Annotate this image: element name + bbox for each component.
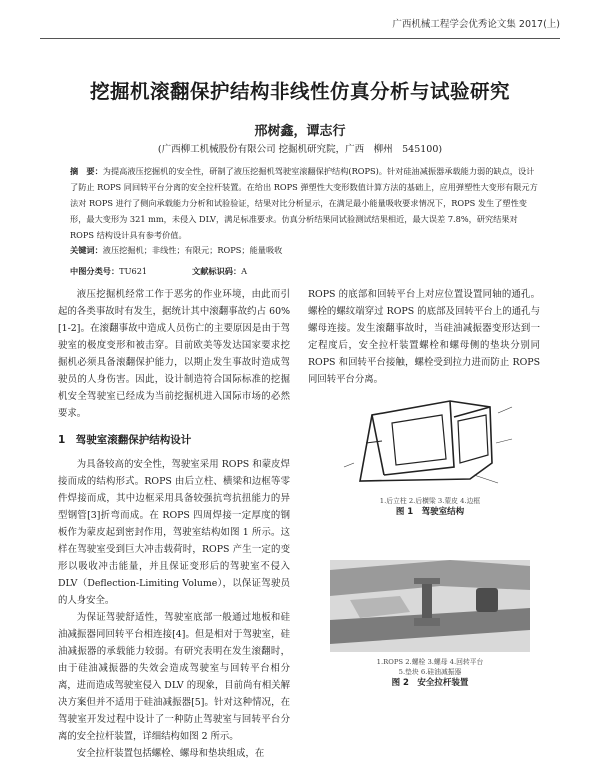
figure-1 <box>330 393 530 518</box>
affiliation: (广西柳工机械股份有限公司 挖掘机研究院，广西 柳州 545100) <box>157 144 443 155</box>
keywords-text: 液压挖掘机；非线性；有限元；ROPS；能量吸收 <box>102 245 283 255</box>
authors: 邢树鑫，谭志行 <box>254 124 346 139</box>
body-paragraph: 安全拉杆装置包括螺栓、螺母和垫块组成，在 <box>76 748 265 759</box>
left-column <box>58 286 290 762</box>
paper-title: 挖掘机滚翻保护结构非线性仿真分析与试验研究 <box>89 80 510 103</box>
cab-structure-illustration <box>330 393 530 491</box>
figure-2-caption: 图 2 安全拉杆装置 <box>391 678 469 688</box>
abstract-text: 为提高液压挖掘机的安全性，研制了液压挖掘机驾驶室滚翻保护结构(ROPS)。针对硅油减振器承载能力弱的缺点，设计了防止 ROPS 同回转平台分离的安全拉杆装置。在给出 ROPS 弹塑性大变形数值计算方法的基础上，应用弹塑性大变形有限元方法对 ROPS 进行了侧向承载能力分析和试验验证，结果对比分析显示，在满足最小能量吸收要求情况下，ROPS 发生了塑性变形，最大变形为 321 mm，未侵入 DLV，满足标准要求。仿真分析结果同试验测试结果相近，最大误差 7.8%，研究结果对 ROPS 结构设计具有参考价值。 <box>70 166 538 240</box>
doc-code-label: 文献标识码： <box>192 266 242 276</box>
figure-1-caption: 图 1 驾驶室结构 <box>395 507 465 517</box>
figure-2-legend: 5.垫块 6.硅油减振器 <box>398 668 462 676</box>
clc-value: TU621 <box>119 266 148 276</box>
figure-2 <box>330 560 530 688</box>
abstract-label: 摘 要： <box>70 166 103 176</box>
figure-2-legend: 1.ROPS 2.螺栓 3.螺母 4.回转平台 <box>376 658 484 666</box>
figure-1-legend: 1.后立柱 2.后横梁 3.蒙皮 4.边框 <box>379 497 481 505</box>
header-rule <box>40 38 560 39</box>
body-paragraph: 为具备较高的安全性，驾驶室采用 ROPS 和蒙皮焊接而成的结构形式。ROPS 由后立柱、横梁和边框等零件焊接而成，其中边框采用具备较强抗弯抗扭能力的异型钢管[3]折弯而成。在 ROPS 四周焊接一定厚度的钢板作为蒙皮起到密封作用，驾驶室结构如图 1 所示。这样在驾驶室受到巨大冲击载荷时，ROPS 产生一定的变形以吸收冲击能量，并且保证变形后的驾驶室不侵入 DLV（Deflection-Limiting Volume），以保证驾驶员的人身安全。 <box>58 459 290 606</box>
section-heading: 1 驾驶室滚翻保护结构设计 <box>58 434 192 446</box>
body-paragraph: 为保证驾驶舒适性，驾驶室底部一般通过地板和硅油减振器同回转平台相连接[4]。但是相对于驾驶室，硅油减振器的承载能力较弱。有研究表明在发生滚翻时，由于硅油减振器的失效会造成驾驶室与回转平台相分离，进而造成驾驶室侵入 DLV 的现象，目前尚有相关解决方案但并不适用于硅油减振器[5]。针对这种情况，在驾驶室开发过程中设计了一种防止驾驶室与回转平台分离的安全拉杆装置，详细结构如图 2 所示。 <box>58 612 290 742</box>
clc-number <box>70 266 147 277</box>
body-paragraph: ROPS 的底部和回转平台上对应位置设置同轴的通孔。螺栓的螺纹端穿过 ROPS 的底部及回转平台上的通孔与螺母连接。发生滚翻事故时，当硅油减振器变形达到一定程度后，安全拉杆装置螺栓和螺母侧的垫块分别同 ROPS 和回转平台接触，螺栓受到拉力进而防止 ROPS 同回转平台分离。 <box>308 289 540 385</box>
abstract <box>70 163 538 243</box>
keywords-label: 关键词： <box>70 245 103 255</box>
intro-paragraph: 液压挖掘机经常工作于恶劣的作业环境，由此而引起的各类事故时有发生，据统计其中滚翻事故约占 60%[1-2]。在滚翻事故中造成人员伤亡的主要原因是由于驾驶室的极度变形和被击穿。目前欧美等发达国家要求挖掘机必须具备滚翻保护能力，以期止发生事故时造成驾驶员的人身伤害。因此，设计制造符合国际标准的挖掘机安全驾驶室已经成为当前挖掘机进入国际市场的必然要求。 <box>58 289 290 419</box>
running-head: 广西机械工程学会优秀论文集 2017(上) <box>392 19 560 30</box>
document-code <box>192 266 247 277</box>
clc-label: 中图分类号： <box>70 266 120 276</box>
doc-code-value: A <box>241 266 248 276</box>
safety-rod-illustration <box>330 560 530 652</box>
keywords <box>70 245 538 256</box>
right-column <box>308 286 540 388</box>
